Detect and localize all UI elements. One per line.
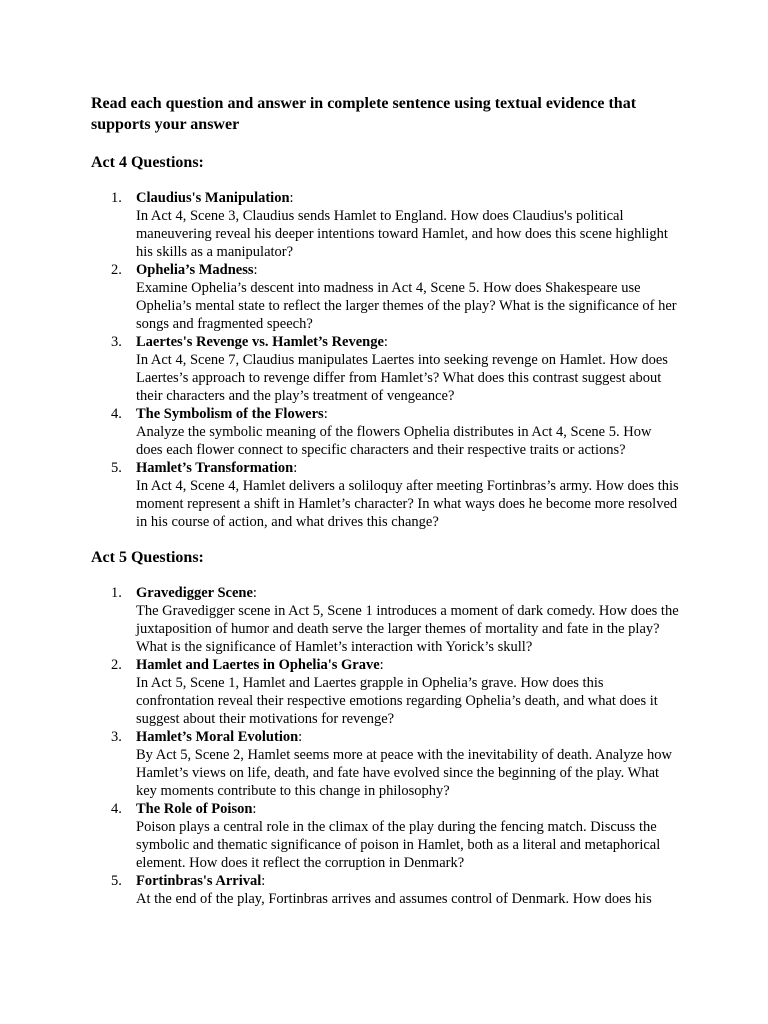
- question-item: 2. Hamlet and Laertes in Ophelia's Grave: In Act 5, Scene 1, Hamlet and Laertes grapple in Ophelia’s grave. How does this confrontation reveal their respective emotions regarding Ophelia’s death, and what does it suggest about their motivations for revenge?: [0, 656, 681, 728]
- question-item: 2. Ophelia’s Madness: Examine Ophelia’s descent into madness in Act 4, Scene 5. How does Shakespeare use Ophelia’s mental state to reflect the larger themes of the play? What is the significance of her songs and fragmented speech?: [0, 261, 681, 333]
- question-item: 5. Hamlet’s Transformation: In Act 4, Scene 4, Hamlet delivers a soliloquy after meeting Fortinbras’s army. How does this moment represent a shift in Hamlet’s character? In what ways does he become more resolved in his course of action, and what drives this change?: [0, 459, 681, 531]
- question-number: 3.: [111, 729, 122, 745]
- question-text: At the end of the play, Fortinbras arrives and assumes control of Denmark. How does his: [136, 891, 652, 907]
- instructions-heading: Read each question and answer in complete sentence using textual evidence that supports your answer: [91, 95, 637, 133]
- question-title: Hamlet’s Moral Evolution: [136, 729, 299, 745]
- question-number: 5.: [111, 873, 122, 889]
- question-item: 4. The Role of Poison: Poison plays a central role in the climax of the play during the fencing match. Discuss the symbolic and thematic significance of poison in Hamlet, both as a literal and metaphorical element. How does it reflect the corruption in Denmark?: [0, 800, 681, 872]
- question-text: Analyze the symbolic meaning of the flowers Ophelia distributes in Act 4, Scene 5. How does each flower connect to specific characters and their respective traits or actions?: [136, 424, 652, 458]
- question-item: 5. Fortinbras's Arrival: At the end of the play, Fortinbras arrives and assumes control of Denmark. How does his: [0, 872, 681, 908]
- section-heading-act-4: Act 4 Questions:: [91, 154, 204, 171]
- section-heading-act-5: Act 5 Questions:: [91, 549, 204, 566]
- question-number: 3.: [111, 334, 122, 350]
- question-title: Fortinbras's Arrival: [136, 873, 262, 889]
- question-text: Examine Ophelia’s descent into madness in Act 4, Scene 5. How does Shakespeare use Ophelia’s mental state to reflect the larger themes of the play? What is the significance of her songs and fragmented speech?: [136, 280, 677, 332]
- question-item: 3. Hamlet’s Moral Evolution: By Act 5, Scene 2, Hamlet seems more at peace with the inevitability of death. Analyze how Hamlet’s views on life, death, and fate have evolved since the beginning of the play. What key moments contribute to this change in philosophy?: [0, 728, 681, 800]
- question-title: The Role of Poison: [136, 801, 253, 817]
- question-item: 3. Laertes's Revenge vs. Hamlet’s Revenge: In Act 4, Scene 7, Claudius manipulates Laertes into seeking revenge on Hamlet. How does Laertes’s approach to revenge differ from Hamlet’s? What does this contrast suggest about their characters and the play’s treatment of vengeance?: [0, 333, 681, 405]
- question-title: Hamlet and Laertes in Ophelia's Grave: [136, 657, 380, 673]
- question-text: In Act 5, Scene 1, Hamlet and Laertes grapple in Ophelia’s grave. How does this confrontation reveal their respective emotions regarding Ophelia’s death, and what does it suggest about their motivations for revenge?: [136, 675, 658, 727]
- question-number: 5.: [111, 460, 122, 476]
- question-list-act-4: [0, 189, 768, 531]
- question-item: 1. Claudius's Manipulation: In Act 4, Scene 3, Claudius sends Hamlet to England. How does Claudius's political maneuvering reveal his deeper intentions toward Hamlet, and how does this scene highlight his skills as a manipulator?: [0, 189, 681, 261]
- question-title: Ophelia’s Madness: [136, 262, 254, 278]
- question-title: Claudius's Manipulation: [136, 190, 290, 206]
- question-text: In Act 4, Scene 3, Claudius sends Hamlet to England. How does Claudius's political maneuvering reveal his deeper intentions toward Hamlet, and how does this scene highlight his skills as a manipulator?: [136, 208, 668, 260]
- question-list-act-5: [0, 584, 768, 908]
- question-number: 1.: [111, 585, 122, 601]
- question-item: 4. The Symbolism of the Flowers: Analyze the symbolic meaning of the flowers Ophelia distributes in Act 4, Scene 5. How does each flower connect to specific characters and their respective traits or actions?: [0, 405, 681, 459]
- question-number: 4.: [111, 406, 122, 422]
- question-text: In Act 4, Scene 4, Hamlet delivers a soliloquy after meeting Fortinbras’s army. How does this moment represent a shift in Hamlet’s character? In what ways does he become more resolved in his course of action, and what drives this change?: [136, 478, 679, 530]
- question-number: 2.: [111, 657, 122, 673]
- question-title: Laertes's Revenge vs. Hamlet’s Revenge: [136, 334, 384, 350]
- question-item: 1. Gravedigger Scene: The Gravedigger scene in Act 5, Scene 1 introduces a moment of dark comedy. How does the juxtaposition of humor and death serve the larger themes of mortality and fate in the play? What is the significance of Hamlet’s interaction with Yorick’s skull?: [0, 584, 681, 656]
- question-title: Hamlet’s Transformation: [136, 460, 294, 476]
- question-number: 2.: [111, 262, 122, 278]
- question-title: The Symbolism of the Flowers: [136, 406, 324, 422]
- question-text: By Act 5, Scene 2, Hamlet seems more at peace with the inevitability of death. Analyze how Hamlet’s views on life, death, and fate have evolved since the beginning of the play. What key moments contribute to this change in philosophy?: [136, 747, 672, 799]
- question-text: In Act 4, Scene 7, Claudius manipulates Laertes into seeking revenge on Hamlet. How does Laertes’s approach to revenge differ from Hamlet’s? What does this contrast suggest about their characters and the play’s treatment of vengeance?: [136, 352, 668, 404]
- question-text: The Gravedigger scene in Act 5, Scene 1 introduces a moment of dark comedy. How does the juxtaposition of humor and death serve the larger themes of mortality and fate in the play? What is the significance of Hamlet’s interaction with Yorick’s skull?: [136, 603, 679, 655]
- question-number: 4.: [111, 801, 122, 817]
- question-number: 1.: [111, 190, 122, 206]
- question-text: Poison plays a central role in the climax of the play during the fencing match. Discuss the symbolic and thematic significance of poison in Hamlet, both as a literal and metaphorical element. How does it reflect the corruption in Denmark?: [136, 819, 661, 871]
- question-title: Gravedigger Scene: [136, 585, 253, 601]
